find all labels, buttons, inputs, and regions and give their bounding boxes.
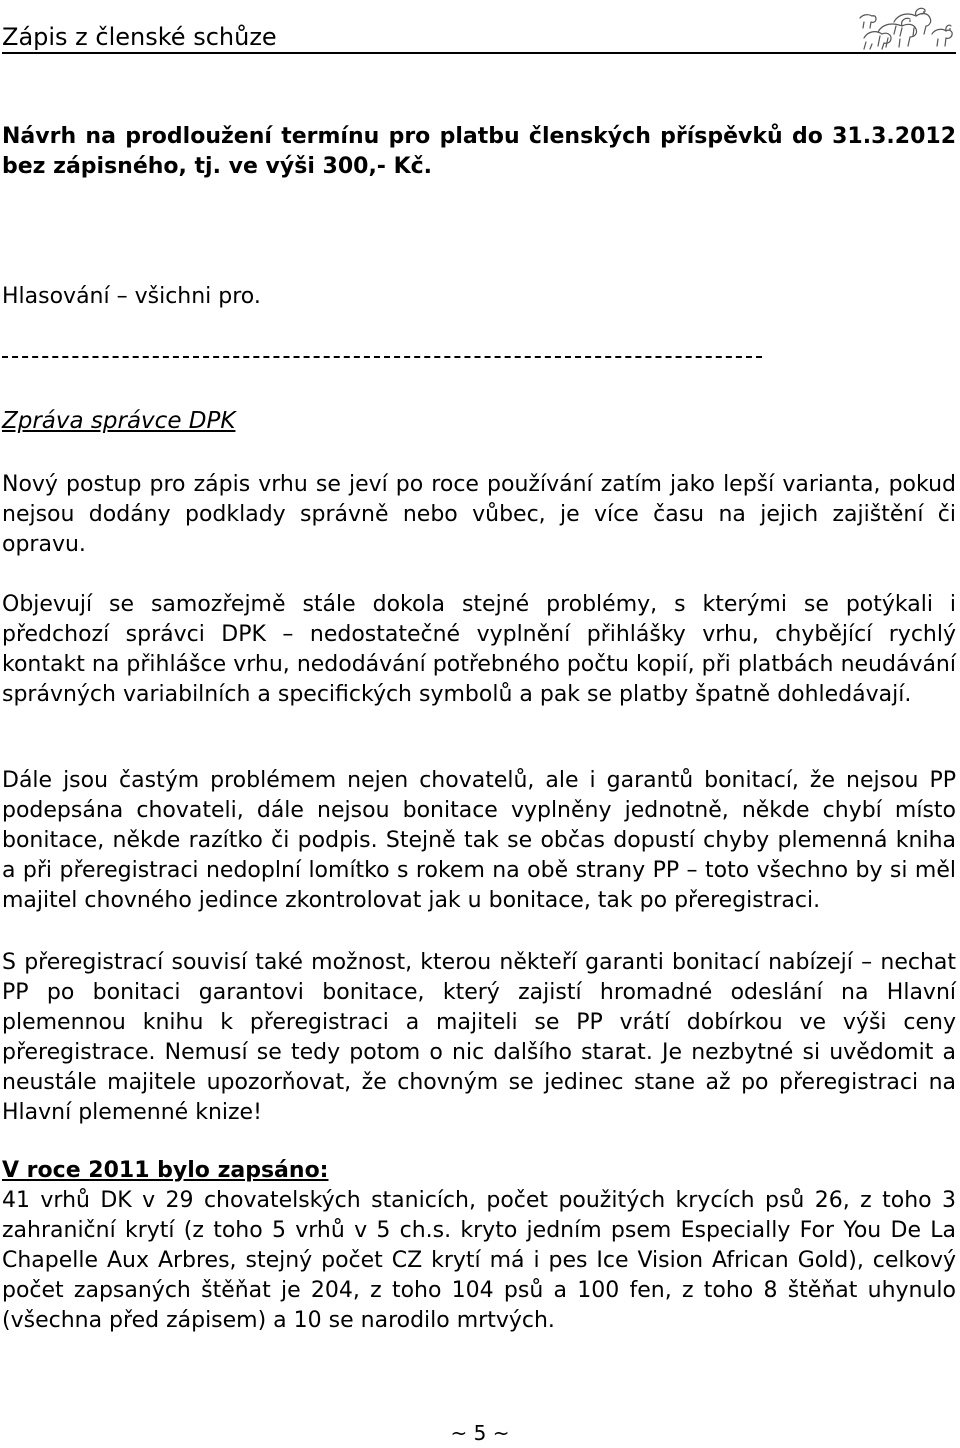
stats-paragraph: 41 vrhů DK v 29 chovatelských stanicích, počet použitých krycích psů 26, z toho 3 zahraniční krytí (z toho 5 vrhů v 5 ch.s. kryto jedním psem Especially For You De La Chapelle Aux Arbres, stejný počet CZ krytí má i pes Ice Vision African Gold), celkový počet zapsaných štěňat je 204, z toho 104 psů a 100 fen, z toho 8 štěňat uhynulo (všechna před zápisem) a 10 se narodilo mrtvých. bbox=[2, 1188, 956, 1333]
stats-heading: V roce 2011 bylo zapsáno: bbox=[2, 1158, 329, 1183]
page-header bbox=[2, 20, 956, 54]
report-paragraph: S přeregistrací souvisí také možnost, kterou někteří garanti bonitací nabízejí – nechat PP po bonitaci garantovi bonitace, který zajistí hromadné odeslání na Hlavní plemennou knihu k přeregistraci a majiteli se PP vrátí dobírkou ve výši ceny přeregistrace. Nemusí se tedy potom o nic dalšího starat. Je nezbytné si uvědomit a neustále majitele upozorňovat, že chovným se jedinec stane až po přeregistraci na Hlavní plemenné knize! bbox=[2, 950, 956, 1125]
report-paragraph: Objevují se samozřejmě stále dokola stejné problémy, s kterými se potýkali i předchozí správci DPK – nedostatečné vyplnění přihlášky vrhu, chybějící rychlý kontakt na přihlášce vrhu, nedodávání potřebného počtu kopií, při platbách neudávání správných variabilních a specifických symbolů a pak se platby špatně dohledávají. bbox=[2, 592, 956, 707]
section-title: Zpráva správce DPK bbox=[2, 408, 236, 434]
vote-result: Hlasování – všichni pro. bbox=[2, 284, 261, 309]
dogs-logo-icon bbox=[858, 4, 956, 50]
proposal-paragraph: Návrh na prodloužení termínu pro platbu členských příspěvků do 31.3.2012 bez zápisného, tj. ve výši 300,- Kč. bbox=[2, 124, 956, 179]
document-title: Zápis z členské schůze bbox=[2, 23, 277, 51]
page-number: ~ 5 ~ bbox=[450, 1421, 510, 1445]
section-separator bbox=[2, 356, 762, 358]
report-paragraph: Dále jsou častým problémem nejen chovatelů, ale i garantů bonitací, že nejsou PP podepsána chovateli, dále nejsou bonitace vyplněny jednotně, někde chybí místo bonitace, někde razítko či podpis. Stejně tak se občas dopustí chyby plemenná kniha a při přeregistraci nedoplní lomítko s rokem na obě strany PP – toto všechno by si měl majitel chovného jedince zkontrolovat jak u bonitace, tak po přeregistraci. bbox=[2, 768, 956, 913]
report-paragraph: Nový postup pro zápis vrhu se jeví po roce používání zatím jako lepší varianta, pokud nejsou dodány podklady správně nebo vůbec, je více času na jejich zajištění či opravu. bbox=[2, 472, 956, 557]
